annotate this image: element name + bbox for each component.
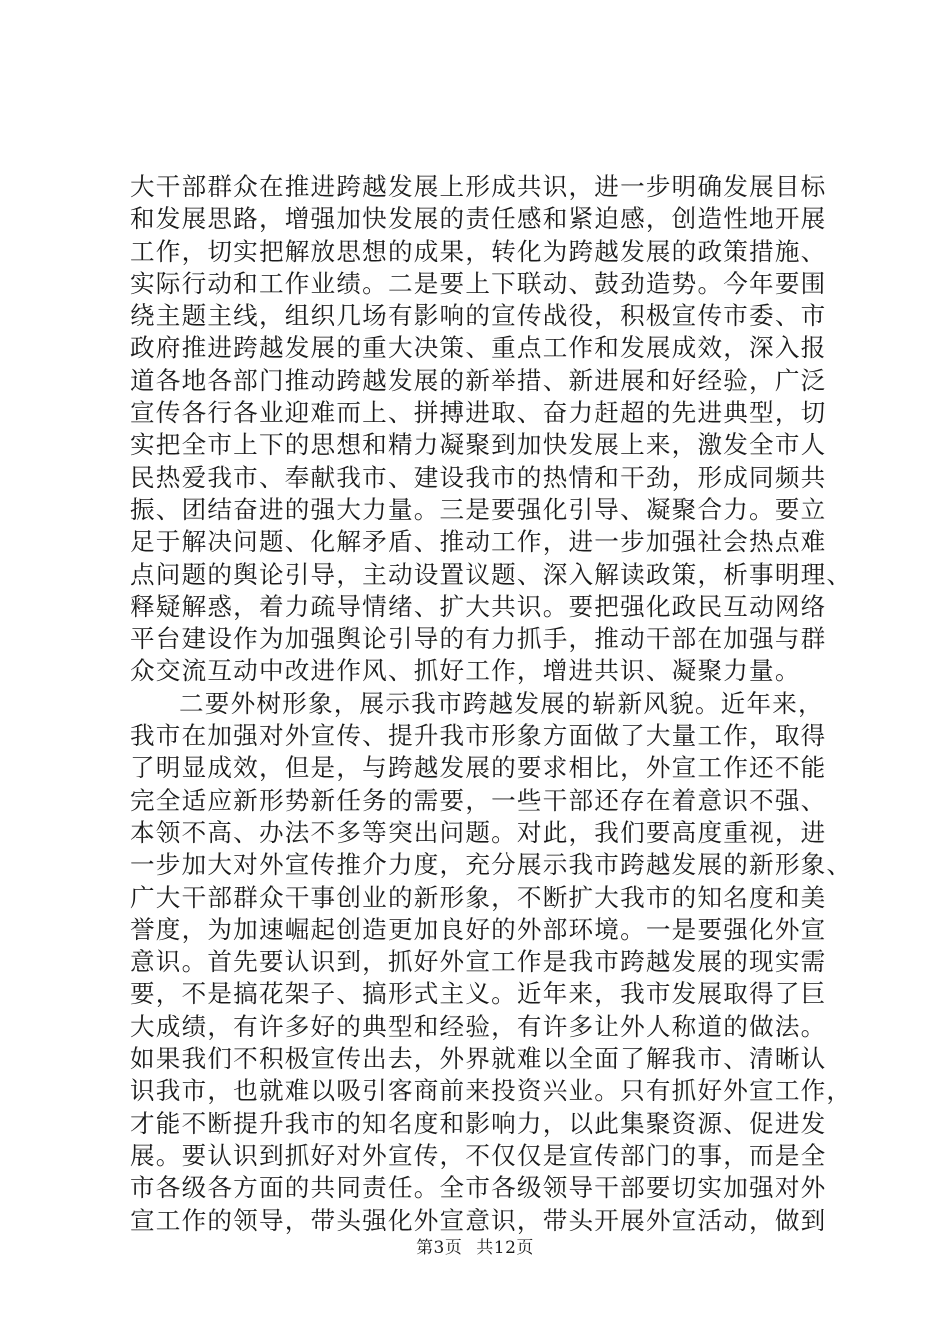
text-line: 宣工作的领导，带头强化外宣意识，带头开展外宣活动，做到 — [130, 1205, 827, 1235]
text-line: 宣传各行各业迎难而上、拼搏进取、奋力赶超的先进典型，切 — [130, 398, 827, 428]
text-line: 实际行动和工作业绩。二是要上下联动、鼓劲造势。今年要围 — [130, 268, 827, 298]
text-line: 展。要认识到抓好对外宣传，不仅仅是宣传部门的事，而是全 — [130, 1140, 827, 1170]
text-line: 工作，切实把解放思想的成果，转化为跨越发展的政策措施、 — [130, 236, 827, 266]
text-line: 和发展思路，增强加快发展的责任感和紧迫感，创造性地开展 — [130, 204, 827, 234]
page-number: 第3页 — [416, 1238, 463, 1258]
text-line: 政府推进跨越发展的重大决策、重点工作和发展成效，深入报 — [130, 333, 827, 363]
body-text — [130, 171, 853, 1237]
text-line: 众交流互动中改进作风、抓好工作，增进共识、凝聚力量。 — [130, 656, 801, 686]
total-pages: 共12页 — [476, 1238, 534, 1258]
text-line: 了明显成效，但是，与跨越发展的要求相比，外宣工作还不能 — [130, 753, 827, 783]
text-line: 实把全市上下的思想和精力凝聚到加快发展上来，激发全市人 — [130, 430, 827, 460]
text-line: 足于解决问题、化解矛盾、推动工作，进一步加强社会热点难 — [130, 527, 827, 557]
text-line: 市各级各方面的共同责任。全市各级领导干部要切实加强对外 — [130, 1173, 827, 1203]
text-line: 广大干部群众干事创业的新形象，不断扩大我市的知名度和美 — [130, 882, 827, 912]
text-line: 誉度，为加速崛起创造更加良好的外部环境。一是要强化外宣 — [130, 914, 827, 944]
text-line: 才能不断提升我市的知名度和影响力，以此集聚资源、促进发 — [130, 1108, 827, 1138]
text-line: 本领不高、办法不多等突出问题。对此，我们要高度重视，进 — [130, 817, 827, 847]
text-line: 意识。首先要认识到，抓好外宣工作是我市跨越发展的现实需 — [130, 947, 827, 977]
text-line: 要，不是搞花架子、搞形式主义。近年来，我市发展取得了巨 — [130, 979, 827, 1009]
text-line: 振、团结奋进的强大力量。三是要强化引导、凝聚合力。要立 — [130, 494, 827, 524]
text-line: 绕主题主线，组织几场有影响的宣传战役，积极宣传市委、市 — [130, 301, 827, 331]
text-line: 如果我们不积极宣传出去，外界就难以全面了解我市、清晰认 — [130, 1044, 827, 1074]
text-line: 我市在加强对外宣传、提升我市形象方面做了大量工作，取得 — [130, 721, 827, 751]
page-footer — [0, 1236, 950, 1260]
paragraph-start-line: 二要外树形象，展示我市跨越发展的崭新风貌。近年来， — [179, 688, 824, 718]
text-line: 释疑解惑，着力疏导情绪、扩大共识。要把强化政民互动网络 — [130, 591, 827, 621]
text-line: 大干部群众在推进跨越发展上形成共识，进一步明确发展目标 — [130, 172, 827, 201]
text-line: 道各地各部门推动跨越发展的新举措、新进展和好经验，广泛 — [130, 365, 827, 395]
text-line: 完全适应新形势新任务的需要，一些干部还存在着意识不强、 — [130, 785, 827, 815]
text-line: 点问题的舆论引导，主动设置议题、深入解读政策，析事明理、 — [130, 559, 853, 589]
text-line: 识我市，也就难以吸引客商前来投资兴业。只有抓好外宣工作， — [130, 1076, 853, 1106]
text-line: 民热爱我市、奉献我市、建设我市的热情和干劲，形成同频共 — [130, 462, 827, 492]
text-line: 大成绩，有许多好的典型和经验，有许多让外人称道的做法。 — [130, 1011, 827, 1041]
text-line: 一步加大对外宣传推介力度，充分展示我市跨越发展的新形象、 — [130, 850, 853, 880]
text-line: 平台建设作为加强舆论引导的有力抓手，推动干部在加强与群 — [130, 624, 827, 654]
